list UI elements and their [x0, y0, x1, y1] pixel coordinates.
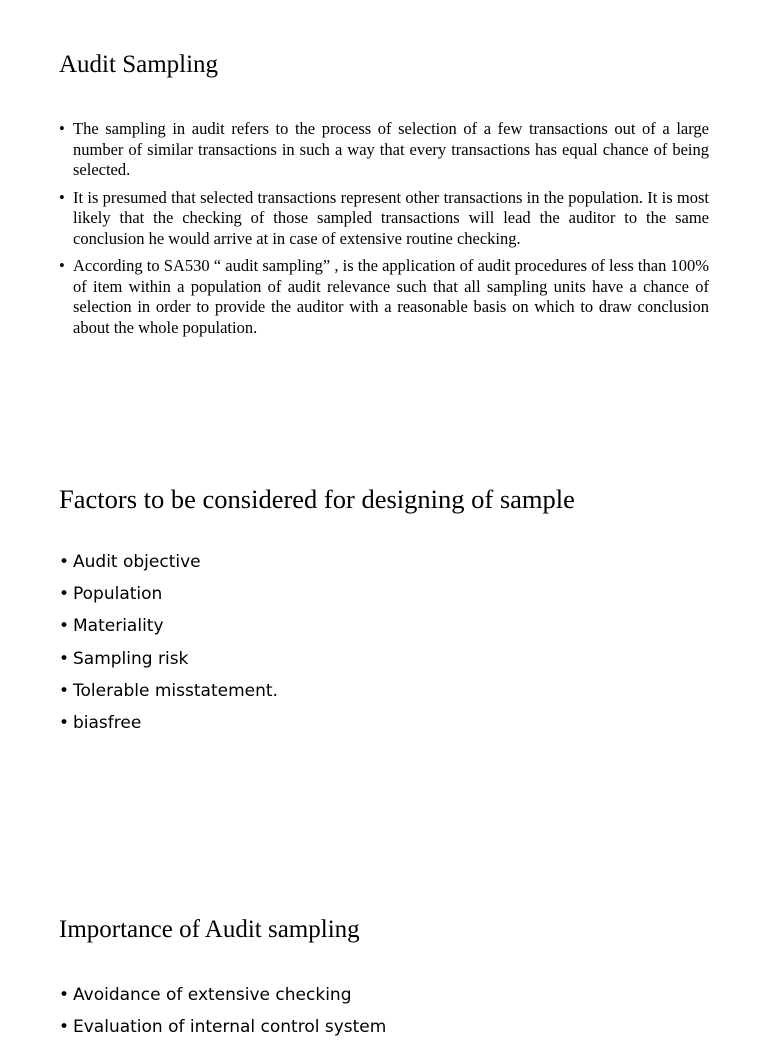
list-item — [59, 578, 278, 610]
bullet-icon: • — [59, 256, 65, 275]
bullet-icon: • — [59, 1017, 70, 1038]
list-item-text: The sampling in audit refers to the process of selection of a few transactions out of a large number of similar transactions in such a way that every transactions has equal chance of being selected. — [73, 119, 709, 179]
list-item-text: Evaluation of internal control system — [73, 1017, 387, 1038]
list-item-text: Avoidance of extensive checking — [73, 985, 352, 1005]
list-item — [59, 546, 278, 578]
bullet-icon: • — [59, 552, 70, 572]
list-item-text: Tolerable misstatement. — [73, 680, 278, 701]
slide-audit-sampling-importance — [0, 900, 768, 1038]
list-item-text: biasfree — [73, 713, 142, 734]
list-item — [59, 979, 386, 1011]
bullet-icon: • — [59, 584, 70, 605]
bullet-icon: • — [59, 985, 70, 1005]
list-item-text: Audit objective — [73, 552, 201, 572]
list-item — [59, 707, 278, 739]
bullet-list — [59, 546, 278, 739]
list-item — [59, 119, 709, 181]
bullet-icon: • — [59, 680, 70, 701]
bullet-icon: • — [59, 648, 70, 669]
bullet-icon: • — [59, 616, 70, 637]
slide-title: Importance of Audit sampling — [59, 916, 360, 943]
bullet-list — [59, 119, 709, 345]
slide-title: Audit Sampling — [59, 51, 219, 78]
bullet-icon: • — [59, 187, 65, 207]
slide-sample-design-factors — [0, 470, 768, 750]
list-item — [59, 643, 278, 675]
list-item-text: According to SA530 “ audit sampling” , is the application of audit procedures of less than 100% of item within a population of audit relevance such that all sampling units have a chance of selection in order to provide the auditor with a reasonable basis on which to draw conclusion about the whole population. — [73, 256, 709, 337]
list-item — [59, 610, 278, 642]
list-item-text: Sampling risk — [73, 648, 189, 669]
slide-title: Factors to be considered for designing of sample — [59, 484, 575, 514]
list-item — [59, 188, 709, 250]
bullet-list — [59, 979, 386, 1043]
list-item — [59, 675, 278, 707]
list-item-text: Population — [73, 584, 163, 605]
list-item — [59, 1011, 386, 1043]
list-item — [59, 256, 709, 338]
list-item-text: Materiality — [73, 616, 164, 637]
slide-audit-sampling — [0, 0, 768, 400]
bullet-icon: • — [59, 713, 70, 734]
list-item-text: It is presumed that selected transactions represent other transactions in the population. It is most likely that the checking of those sampled transactions will lead the auditor to the same conclusion he would arrive at in case of extensive routine checking. — [73, 187, 709, 248]
bullet-icon: • — [59, 119, 65, 138]
